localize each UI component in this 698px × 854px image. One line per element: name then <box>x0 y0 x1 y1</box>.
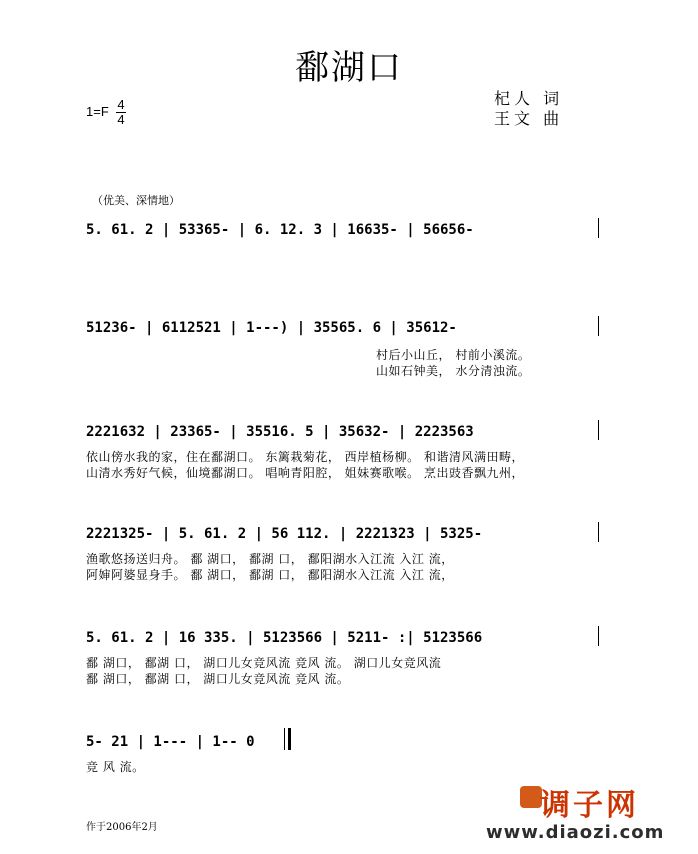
lyrics-row-2-verse-1: 村后小山丘， 村前小溪流。 <box>376 348 531 362</box>
lyrics-row-5-verse-1: 鄱 湖口， 鄱湖 口， 湖口儿女竞风流 竞风 流。 湖口儿女竞风流 <box>86 656 442 670</box>
time-signature <box>116 98 126 127</box>
final-barline <box>288 728 291 750</box>
song-title: 鄱湖口 <box>295 48 403 88</box>
expression-marking: （优美、深情地） <box>92 194 180 207</box>
time-signature-top: 4 <box>117 97 125 112</box>
watermark-logo-icon <box>520 786 542 808</box>
lyrics-row-4-verse-2: 阿婶阿婆显身手。 鄱 湖口， 鄱湖 口， 鄱阳湖水入江流 入江 流， <box>86 568 454 582</box>
barline <box>598 626 599 646</box>
barline <box>598 316 599 336</box>
lyrics-row-3-verse-1: 依山傍水我的家，住在鄱湖口。 东篱栽菊花， 西岸植杨柳。 和谐清风满田畴， <box>86 450 524 464</box>
lyricist-credit: 杞人 词 <box>494 89 564 108</box>
barline <box>598 218 599 238</box>
key-signature: 1=F <box>86 104 109 119</box>
notation-row-5: 5. 61. 2 | 16 335. | 5123566 | 5211- :| 5123566 <box>86 630 483 646</box>
notation-row-4: 2221325- | 5. 61. 2 | 56 112. | 2221323 | 5325- <box>86 526 483 542</box>
composer-credit: 王文 曲 <box>494 109 564 128</box>
barline <box>598 522 599 542</box>
barline <box>598 420 599 440</box>
watermark-url[interactable]: www.diaozi.com <box>486 822 665 843</box>
notation-row-1: 5. 61. 2 | 53365- | 6. 12. 3 | 16635- | 56656- <box>86 222 474 238</box>
notation-row-6: 5- 21 | 1--- | 1-- 0 <box>86 734 255 750</box>
barline <box>284 728 285 750</box>
lyrics-row-2-verse-2: 山如石钟美， 水分清浊流。 <box>376 364 531 378</box>
lyrics-row-5-verse-2: 鄱 湖口， 鄱湖 口， 湖口儿女竞风流 竞风 流。 <box>86 672 350 686</box>
lyrics-row-3-verse-2: 山清水秀好气候，仙境鄱湖口。 唱响青阳腔， 姐妹赛歌喉。 烹出豉香飘九州， <box>86 466 524 480</box>
watermark-brand: 调子网 <box>540 788 639 823</box>
notation-row-3: 2221632 | 23365- | 35516. 5 | 35632- | 2223563 <box>86 424 474 440</box>
lyrics-row-4-verse-1: 渔歌悠扬送归舟。 鄱 湖口， 鄱湖 口， 鄱阳湖水入江流 入江 流， <box>86 552 454 566</box>
composition-date: 作于2006年2月 <box>86 822 158 833</box>
lyrics-row-6: 竞 风 流。 <box>86 760 145 774</box>
notation-row-2: 51236- | 6112521 | 1---) | 35565. 6 | 35612- <box>86 320 457 336</box>
time-signature-bottom: 4 <box>117 112 125 127</box>
